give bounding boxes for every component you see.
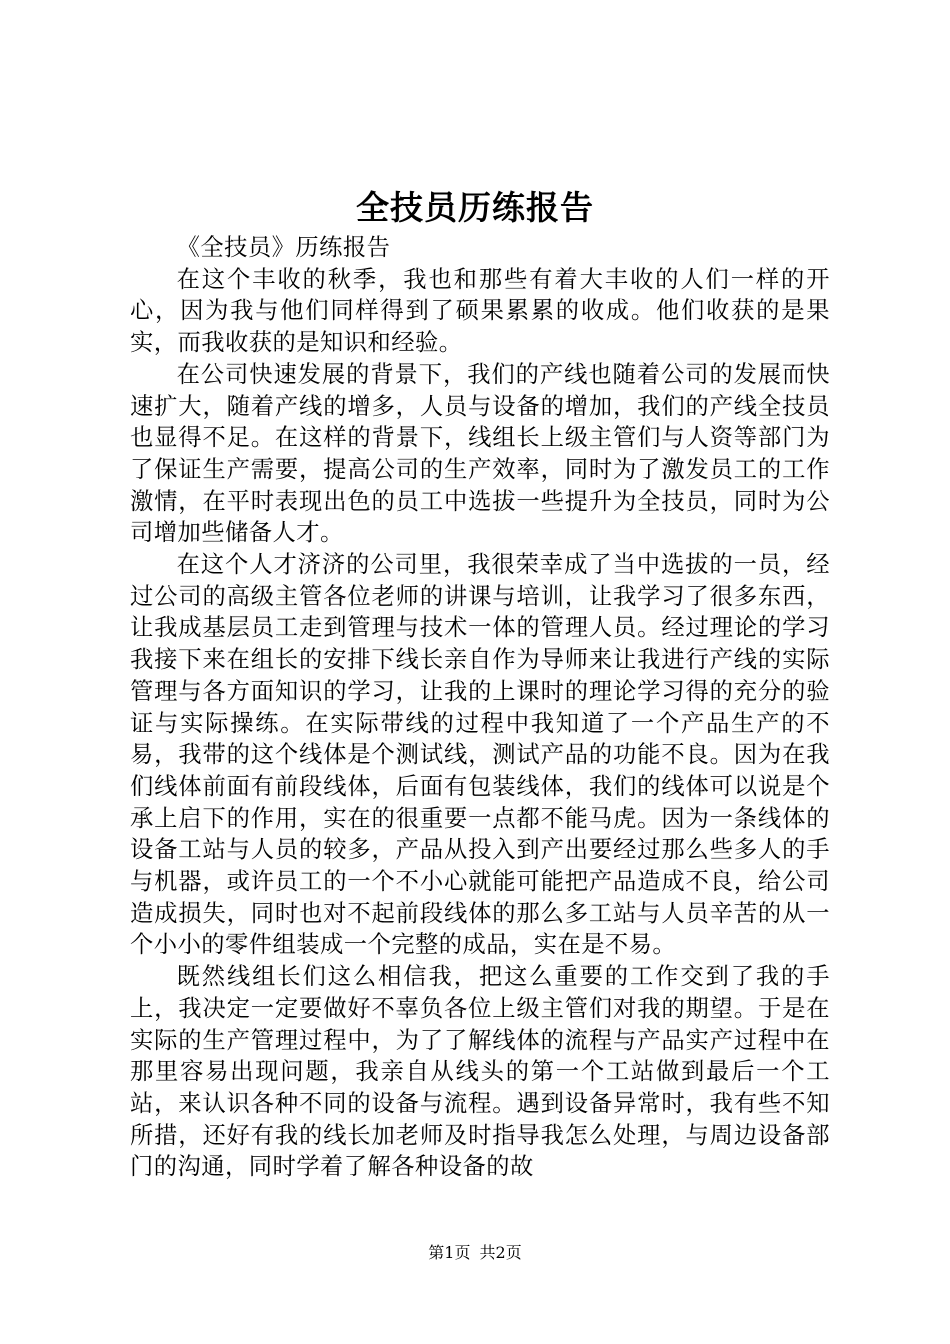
paragraph-4: 既然线组长们这么相信我，把这么重要的工作交到了我的手上，我决定一定要做好不辜负各位上级主管们对我的期望。于是在实际的生产管理过程中，为了了解线体的流程与产品实产过程中在那里容易出现问题，我亲自从线头的第一个工站做到最后一个工站，来认识各种不同的设备与流程。遇到设备异常时，我有些不知所措，还好有我的线长加老师及时指导我怎么处理，与周边设备部门的沟通，同时学着了解各种设备的故 [130,963,830,1181]
paragraph-subtitle: 《全技员》历练报告 [176,234,391,261]
document-title: 全技员历练报告 [356,188,594,227]
paragraph-1: 在这个丰收的秋季，我也和那些有着大丰收的人们一样的开心，因为我与他们同样得到了硕果累累的收成。他们收获的是果实，而我收获的是知识和经验。 [130,265,830,357]
document-body [130,232,830,1183]
paragraph-3: 在这个人才济济的公司里，我很荣幸成了当中选拔的一员，经过公司的高级主管各位老师的讲课与培训，让我学习了很多东西，让我成基层员工走到管理与技术一体的管理人员。经过理论的学习我接下来在组长的安排下线长亲自作为导师来让我进行产线的实际管理与各方面知识的学习，让我的上课时的理论学习得的充分的验证与实际操练。在实际带线的过程中我知道了一个产品生产的不易，我带的这个线体是个测试线，测试产品的功能不良。因为在我们线体前面有前段线体，后面有包装线体，我们的线体可以说是个承上启下的作用，实在的很重要一点都不能马虎。因为一条线体的设备工站与人员的较多，产品从投入到产出要经过那么些多人的手与机器，或许员工的一个不小心就能可能把产品造成不良，给公司造成损失，同时也对不起前段线体的那么多工站与人员辛苦的从一个小小的零件组装成一个完整的成品，实在是不易。 [130,551,830,959]
page-number: 第1页 [428,1243,471,1262]
page-total: 共2页 [479,1243,522,1262]
page-footer [0,1241,950,1265]
paragraph-2: 在公司快速发展的背景下，我们的产线也随着公司的发展而快速扩大，随着产线的增多，人员与设备的增加，我们的产线全技员也显得不足。在这样的背景下，线组长上级主管们与人资等部门为了保证生产需要，提高公司的生产效率，同时为了激发员工的工作激情，在平时表现出色的员工中选拔一些提升为全技员，同时为公司增加些储备人才。 [130,360,830,547]
